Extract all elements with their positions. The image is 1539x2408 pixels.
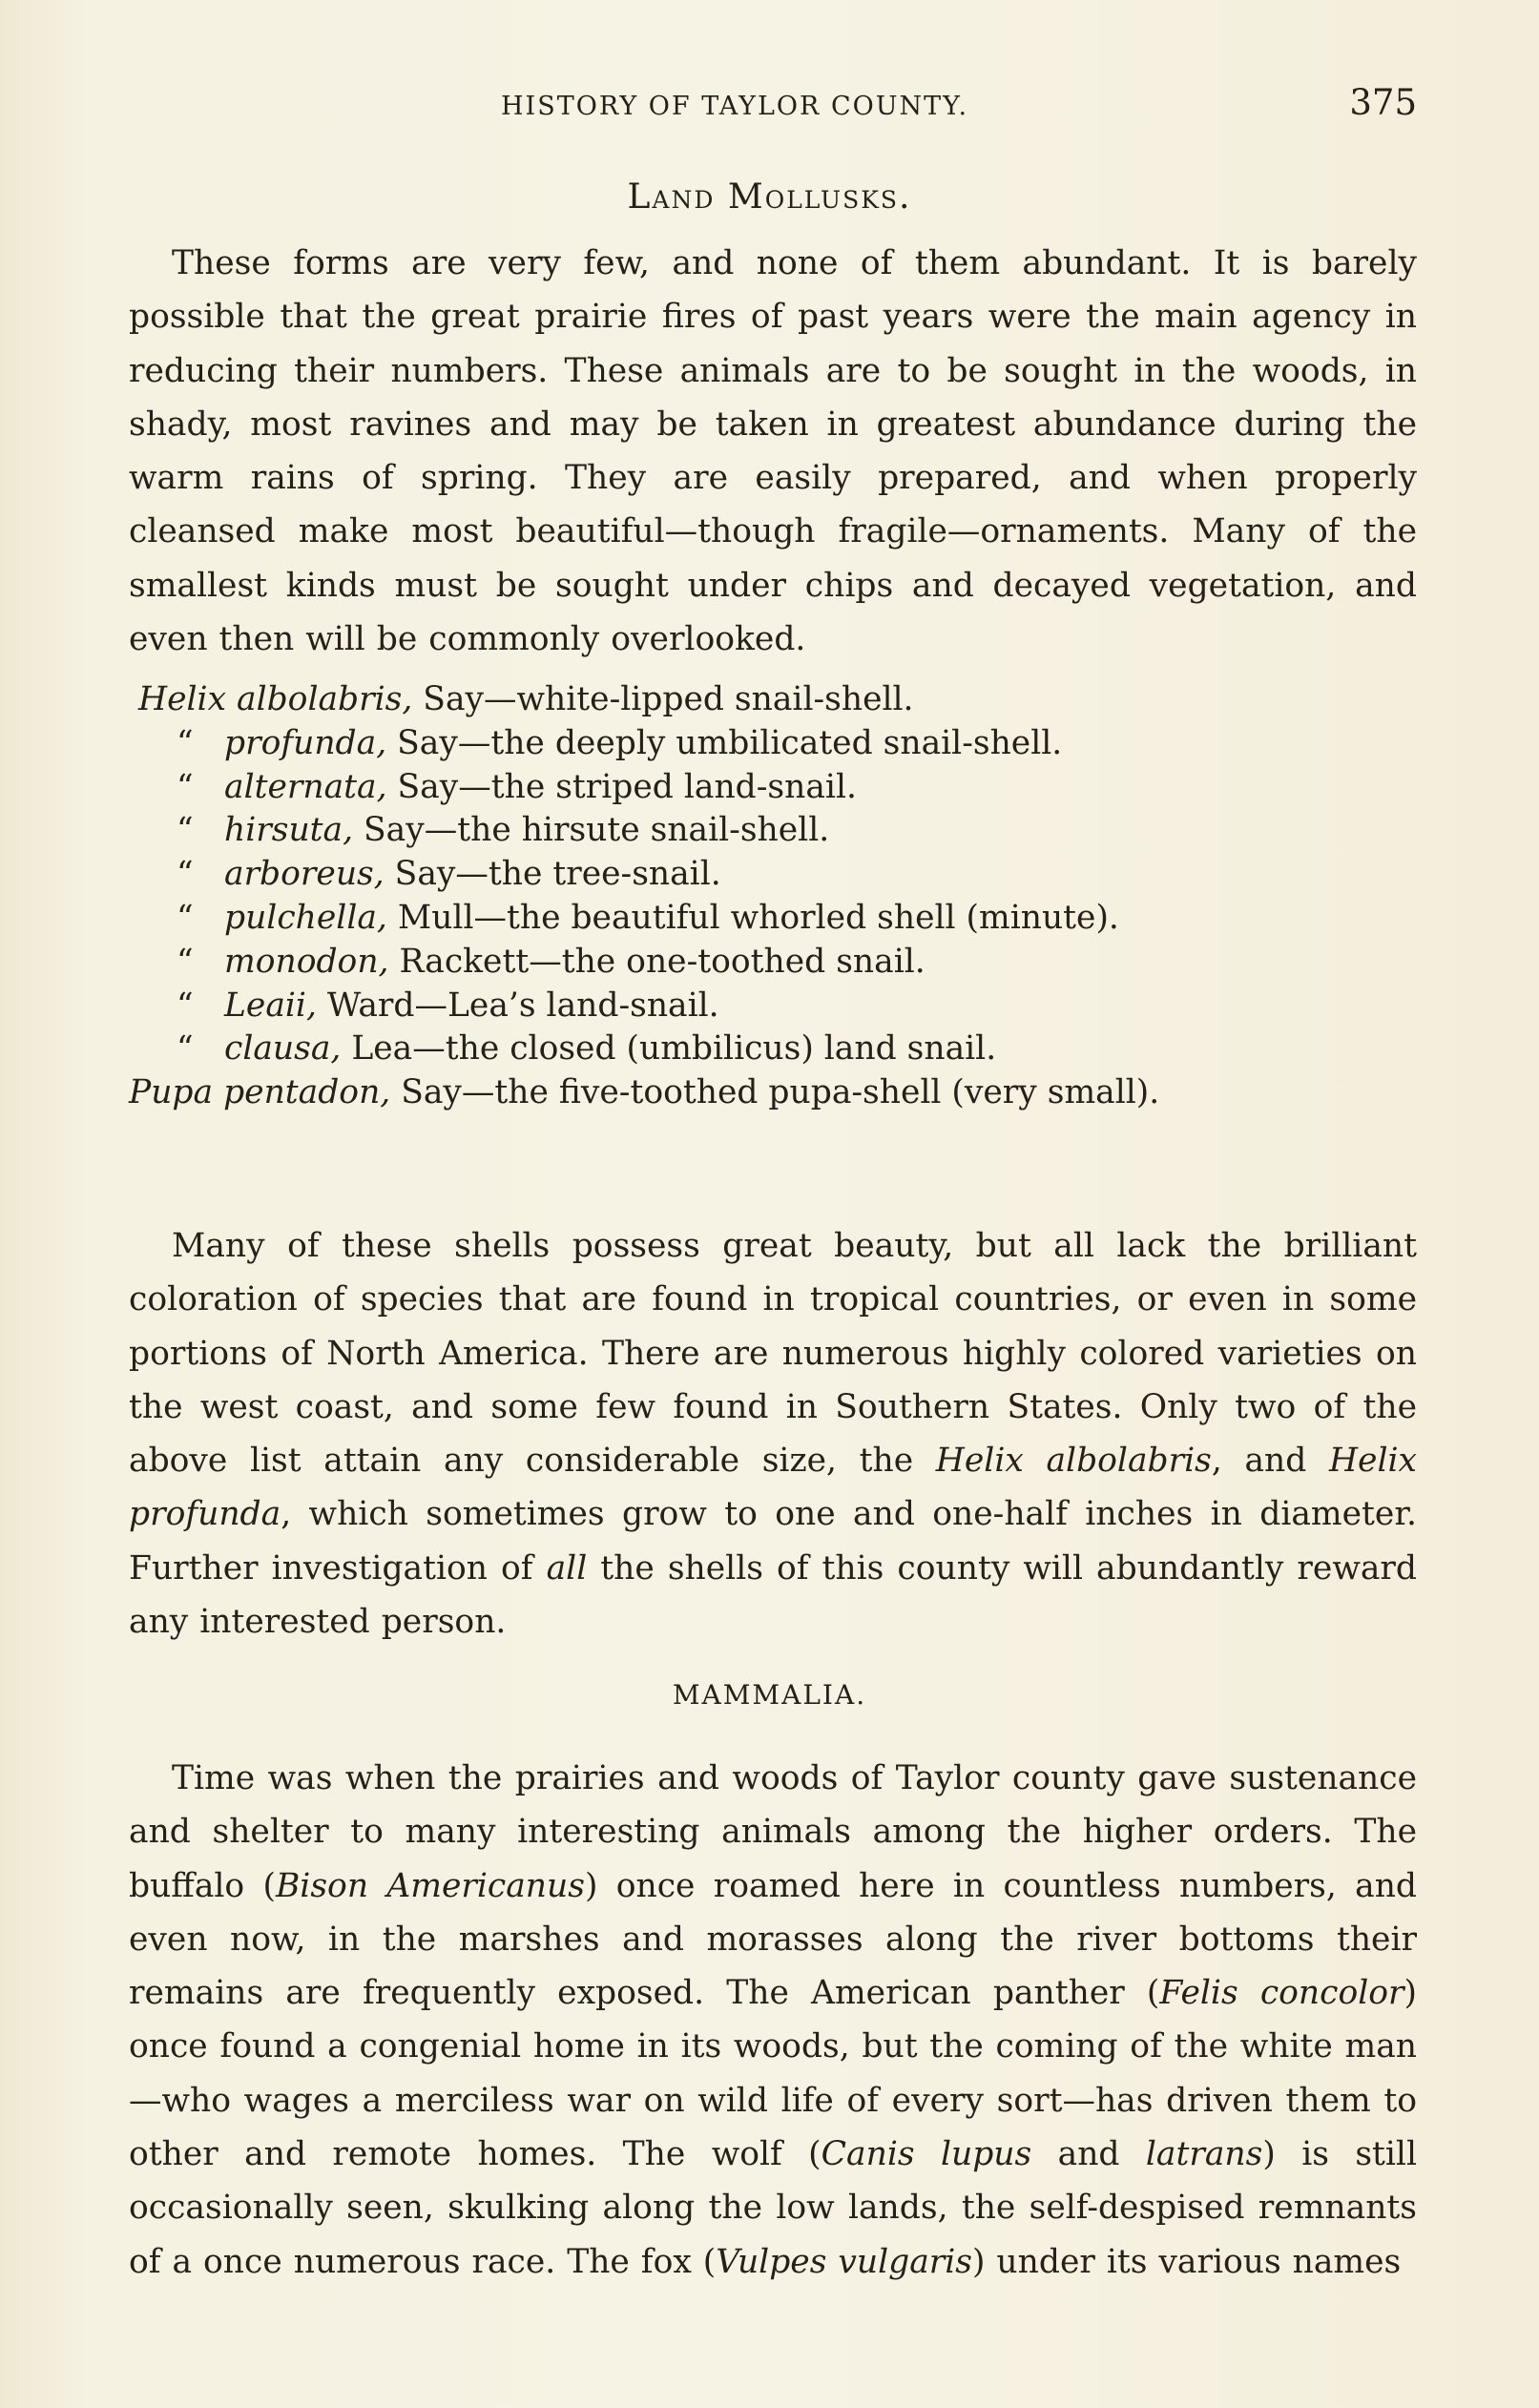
- scientific-name: Felis concolor: [1159, 1974, 1404, 2013]
- land-mollusks-closing-paragraph: [129, 1219, 1417, 1649]
- paragraph-text: the shells of this county will abundantly reward any interested person.: [129, 1548, 1417, 1642]
- paragraph-text: , which sometimes grow to one and one-half inches in diameter. Further investigation of: [129, 1495, 1417, 1588]
- page-number: 375: [1349, 82, 1417, 123]
- mammalia-paragraph: [129, 1752, 1417, 2289]
- ditto-mark: “: [177, 986, 194, 1025]
- paragraph-text: and: [1031, 2135, 1146, 2174]
- species-name: Leaii,: [224, 986, 317, 1025]
- species-description: Say—the striped land-snail.: [386, 767, 857, 806]
- paragraph-text: ) once found a congenial home in its woods, but the coming of the white man —who wages a merciless war on wild life of every sort—has driven them to other and remote homes. The wolf (: [129, 1974, 1417, 2174]
- species-name: pulchella,: [224, 898, 387, 937]
- species-item: [129, 897, 1417, 941]
- species-description: Say—white-lipped snail-shell.: [412, 680, 914, 718]
- species-list: [129, 678, 1417, 1115]
- species-name: pentadon,: [223, 1073, 391, 1112]
- section-heading-land-mollusks: Land Mollusks.: [627, 177, 912, 217]
- species-item: [129, 766, 1417, 810]
- paragraph-text: ) once roamed here in countless numbers, and even now, in the marshes and morasses along the river bottoms their remains are frequently exposed. The American panther (: [129, 1866, 1418, 2013]
- species-description: Mull—the beautiful whorled shell (minute).: [386, 898, 1119, 937]
- species-description: Say—the hirsute snail-shell.: [353, 811, 830, 850]
- scientific-name: Helix profunda: [129, 1442, 1417, 1534]
- species-item: [129, 722, 1417, 766]
- section-heading-mammalia: MAMMALIA.: [672, 1679, 867, 1711]
- paragraph-text: , and: [1211, 1442, 1329, 1481]
- species-description: Say—the tree-snail.: [384, 855, 721, 894]
- species-description: Rackett—the one-toothed snail.: [388, 942, 925, 981]
- species-description: Ward—Lea’s land-snail.: [316, 986, 719, 1025]
- species-item: [129, 853, 1417, 897]
- species-item: [129, 678, 1417, 722]
- ditto-mark: “: [177, 942, 194, 981]
- scientific-name: latrans: [1145, 2135, 1263, 2174]
- species-name: hirsuta,: [224, 811, 354, 850]
- species-name: profunda,: [224, 723, 387, 762]
- species-item: [129, 1071, 1417, 1115]
- paragraph-text: ) is still occasionally seen, skulking along the low lands, the self-despised remnants of a once numerous race. The fox (: [129, 2135, 1417, 2281]
- species-name: albolabris,: [237, 680, 413, 718]
- ditto-mark: “: [177, 898, 194, 937]
- species-genus: Pupa: [129, 1073, 214, 1112]
- scientific-name: Bison Americanus: [275, 1866, 585, 1905]
- species-item: [129, 1028, 1417, 1071]
- species-description: Lea—the closed (umbilicus) land snail.: [341, 1029, 997, 1069]
- paragraph-text: Time was when the prairies and woods of Taylor county gave sustenance and shelter to many interesting animals among the higher orders. The buffalo (: [129, 1759, 1417, 1905]
- species-name: arboreus,: [224, 855, 385, 894]
- species-name: alternata,: [224, 767, 387, 806]
- species-item: [129, 809, 1417, 853]
- land-mollusks-intro-paragraph: These forms are very few, and none of them abundant. It is barely possible that the great prairie fires of past years were the main agency in reducing their numbers. These animals are to be sought in the woods, in shady, most ravines and may be taken in greatest abundance during the warm rains of spring. They are easily prepared, and when properly cleansed make most beautiful—though fragile—ornaments. Many of the smallest kinds must be sought under chips and decayed vegetation, and even then will be commonly overlooked.: [129, 244, 1417, 659]
- emphasis: all: [546, 1548, 588, 1588]
- page-header: [129, 82, 1417, 130]
- species-description: Say—the deeply umbilicated snail-shell.: [386, 723, 1063, 762]
- paragraph-text: ) under its various names: [972, 2242, 1402, 2281]
- species-item: [129, 985, 1417, 1028]
- species-genus: Helix: [138, 680, 227, 718]
- species-name: monodon,: [224, 942, 389, 981]
- ditto-mark: “: [177, 723, 194, 762]
- species-item: [129, 941, 1417, 985]
- scientific-name: Vulpes vulgaris: [716, 2242, 972, 2281]
- scientific-name: Helix albolabris: [935, 1442, 1212, 1481]
- species-description: Say—the five-toothed pupa-shell (very small).: [390, 1073, 1160, 1112]
- species-name: clausa,: [224, 1029, 342, 1069]
- paragraph-text: Many of these shells possess great beauty, but all lack the brilliant coloration of species that are found in tropical countries, or even in some portions of North America. There are numerous highly colored varieties on the west coast, and some few found in Southern States. Only two of the above list attain any considerable size, the: [129, 1227, 1417, 1481]
- ditto-mark: “: [177, 811, 194, 850]
- scientific-name: Canis lupus: [821, 2135, 1032, 2174]
- ditto-mark: “: [177, 855, 194, 894]
- ditto-mark: “: [177, 767, 194, 806]
- running-title: HISTORY OF TAYLOR COUNTY.: [501, 92, 969, 121]
- ditto-mark: “: [177, 1029, 194, 1069]
